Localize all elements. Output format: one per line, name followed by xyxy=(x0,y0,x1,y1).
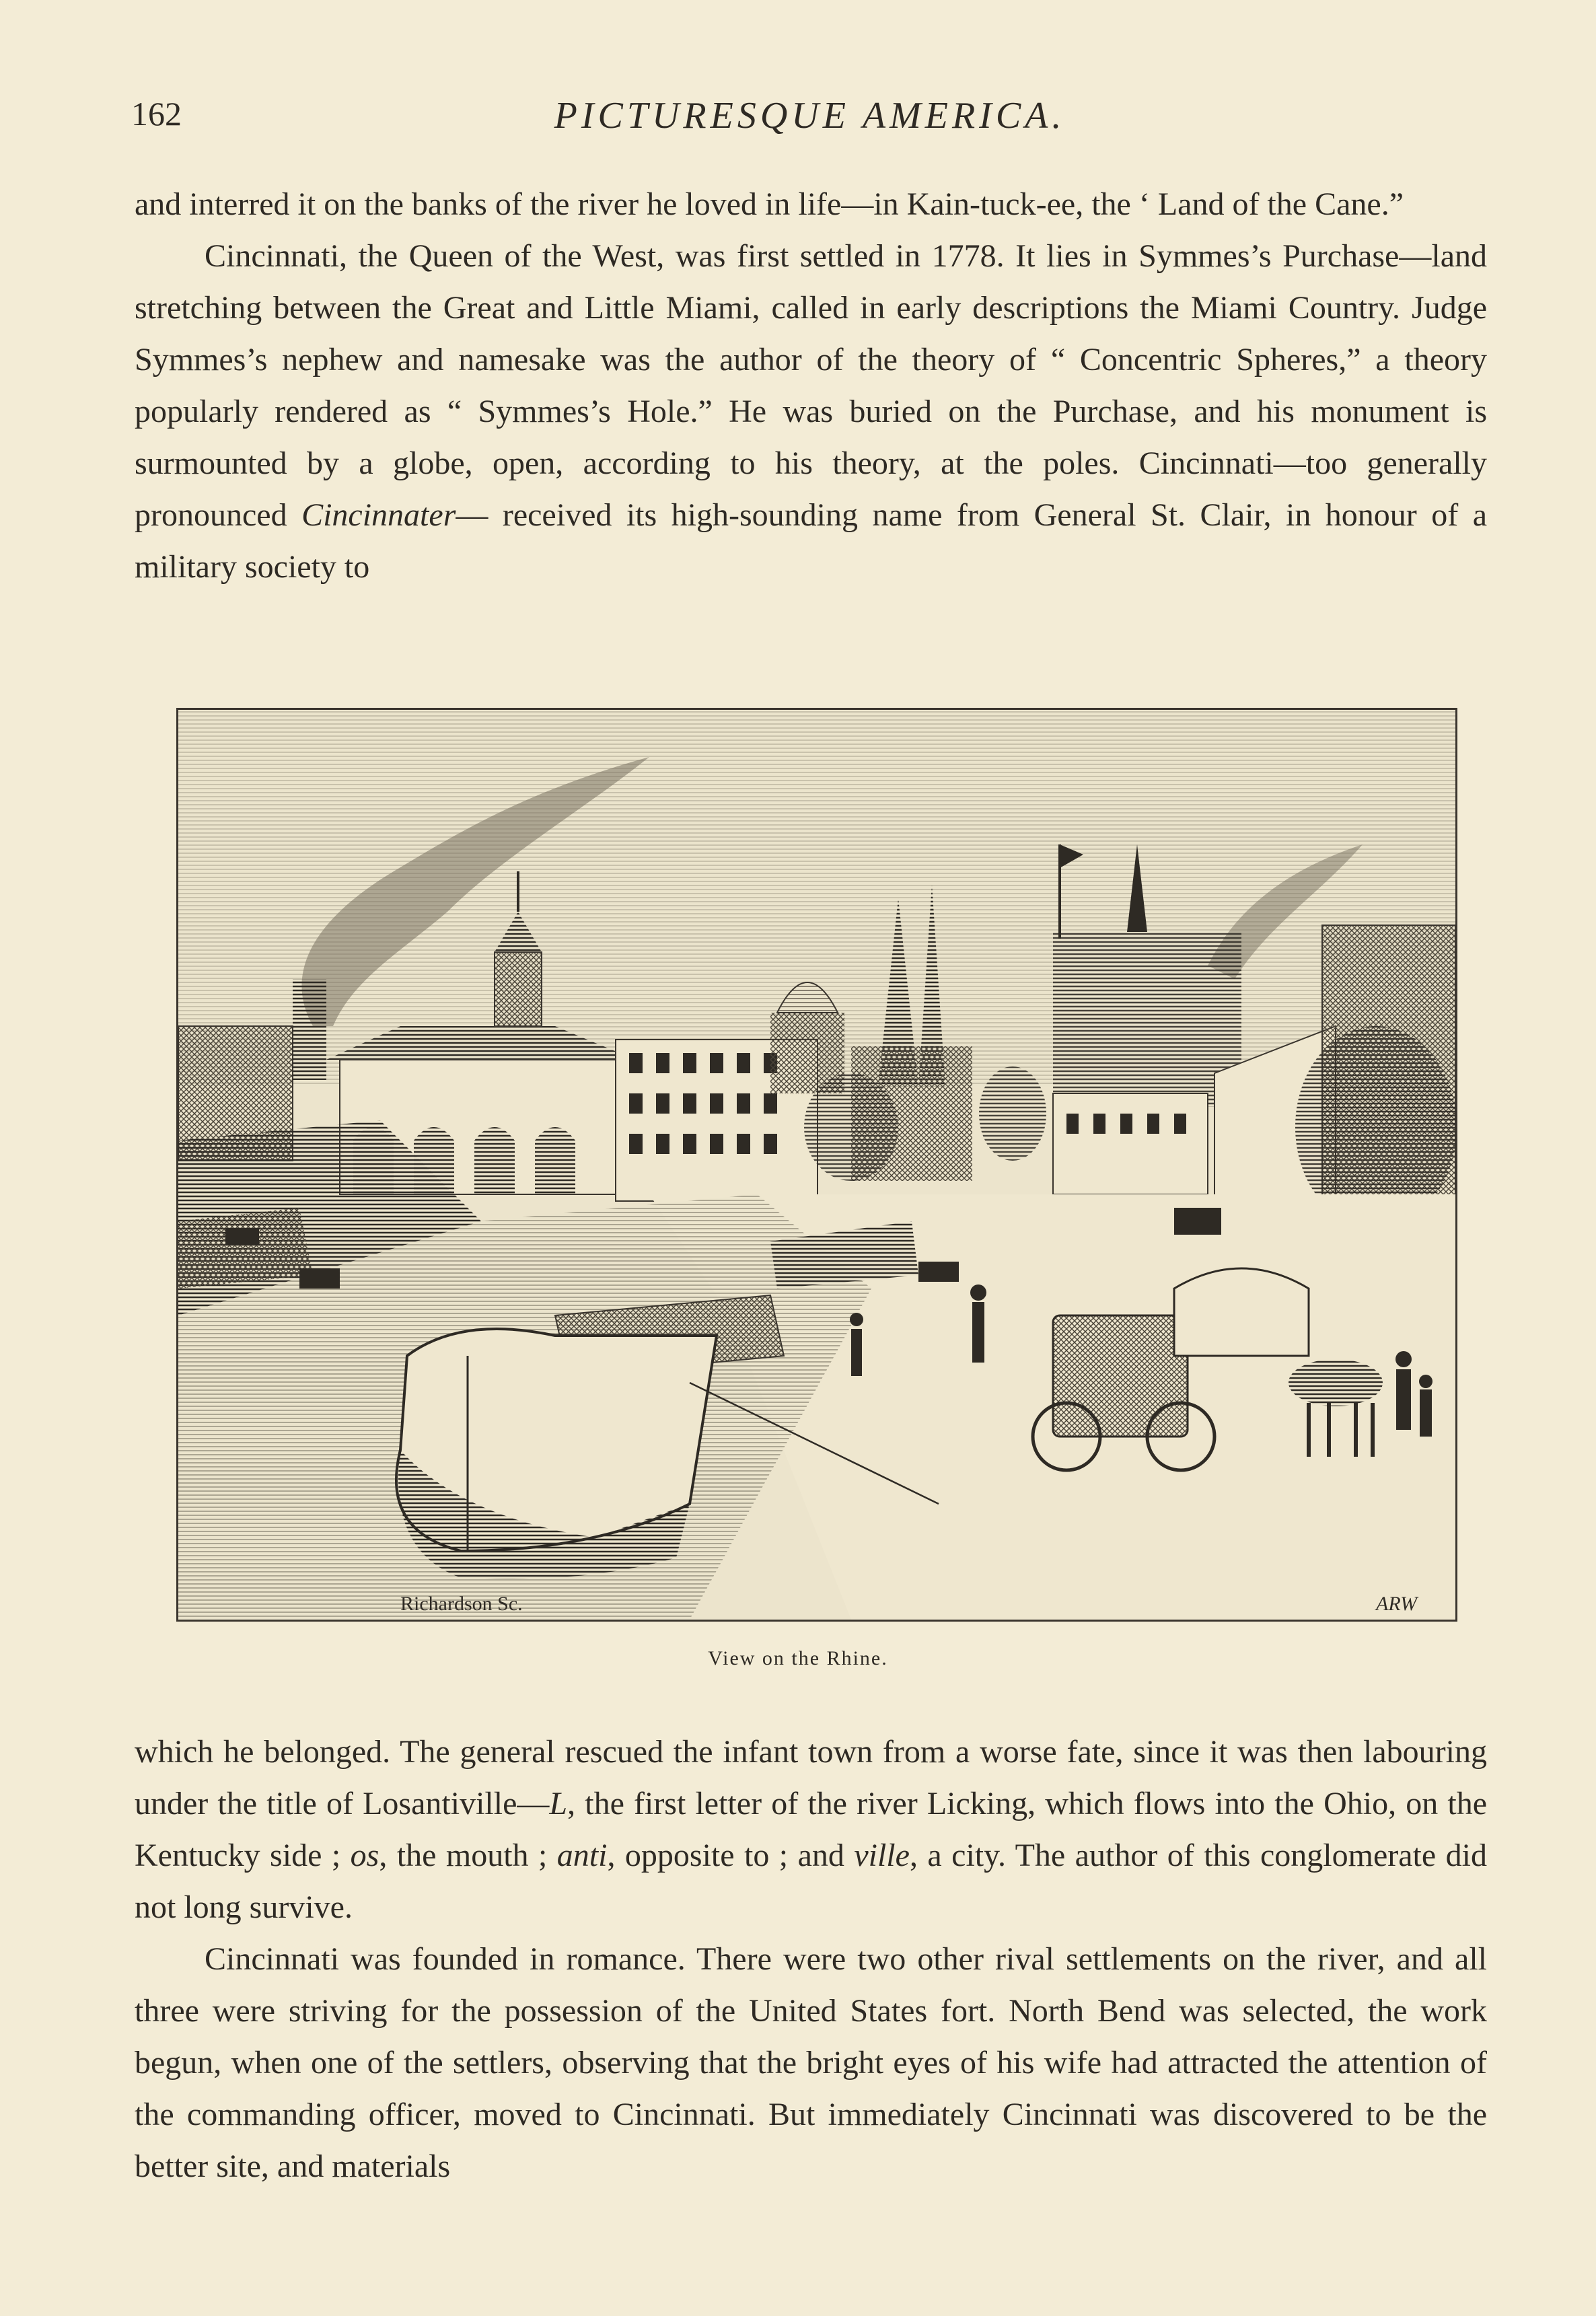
page-header xyxy=(131,94,1488,148)
text-run: , a city. The author of this conglomerate did not long survive. xyxy=(135,1838,1487,1925)
text-run: , the mouth ; xyxy=(379,1838,557,1873)
text-run: , the first letter of the river Licking, which flows into the Ohio, on the Kentucky side ; xyxy=(135,1786,1487,1873)
paragraph: Cincinnati was founded in romance. There were two other rival settlements on the river, and all three were striving for the possession of the United States fort. North Bend was selected, the work begun, when one of the settlers, observing that the bright eyes of his wife had attracted the attention of the commanding officer, moved to Cincinnati. But immediately Cincinnati was discovered to be the better site, and materials xyxy=(135,1941,1487,2184)
text-run: which he belonged. The general rescued the infant town from a worse fate, since it was then labouring under the title of Losantiville— xyxy=(135,1734,1487,1821)
italic-term: Cincinnater xyxy=(301,497,456,533)
body-text-top xyxy=(135,178,1487,593)
paragraph: and interred it on the banks of the river he loved in life—in Kain-tuck-ee, the ‘ Land of the Cane.” xyxy=(135,186,1404,222)
italic-term: os xyxy=(350,1838,379,1873)
italic-term: L xyxy=(549,1786,568,1821)
text-run: , opposite to ; and xyxy=(607,1838,855,1873)
italic-term: anti xyxy=(556,1838,608,1873)
page-number: 162 xyxy=(131,95,182,133)
body-text-bottom xyxy=(135,1726,1487,2192)
artist-monogram: ARW xyxy=(1376,1593,1418,1615)
engraving-illustration xyxy=(176,708,1457,1622)
paragraph xyxy=(135,230,1487,593)
paragraph xyxy=(135,1726,1487,1933)
text-run: Cincinnati, the Queen of the West, was first settled in 1778. It lies in Symmes’s Purchase—land stretching between the Great and Little Miami, called in early descriptions the Miami Country. Judge Symmes’s nephew and namesake was the author of the theory of “ Concentric Spheres,” a theory popularly rendered as “ Symmes’s Hole.” He was buried on the Purchase, and his monument is surmounted by a globe, open, according to his theory, at the poles. Cincinnati—too generally pronounced xyxy=(135,238,1487,533)
text-run: — received its high-sounding name from General St. Clair, in honour of a military society to xyxy=(135,497,1487,585)
illustration-caption: View on the Rhine. xyxy=(708,1647,888,1669)
engraver-signature: Richardson Sc. xyxy=(400,1593,523,1615)
italic-term: ville xyxy=(854,1838,910,1873)
running-title: PICTURESQUE AMERICA. xyxy=(554,95,1066,137)
